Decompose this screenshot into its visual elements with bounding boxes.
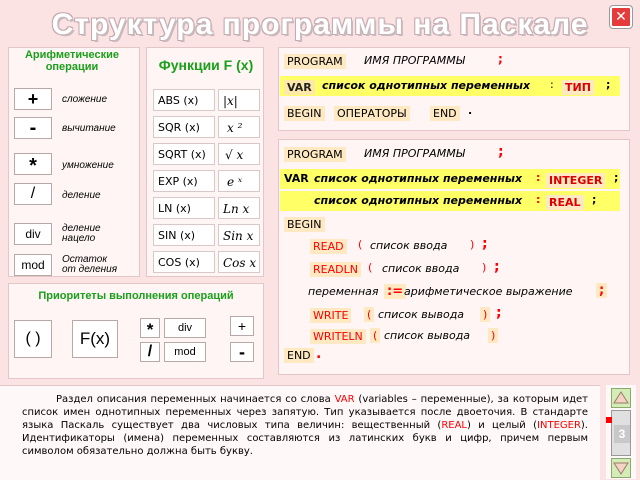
fn-sqrt-math: √ x xyxy=(218,143,260,165)
syntax-var-kw: VAR xyxy=(284,80,315,95)
op-mul: * xyxy=(14,153,52,175)
syntax-semicolon: ; xyxy=(498,52,503,66)
close-button[interactable] xyxy=(610,6,632,28)
priority-parens: ( ) xyxy=(14,320,52,358)
page-title: Структура программы на Паскале xyxy=(51,8,589,41)
example-writeln-open: ( xyxy=(370,328,380,343)
example-var-list-1: список однотипных переменных xyxy=(314,172,523,185)
arrow-up-icon xyxy=(612,389,630,407)
op-div: / xyxy=(14,183,52,205)
example-write-list: список вывода xyxy=(378,308,465,321)
example-readln-semicolon: ; xyxy=(494,259,500,275)
example-readln-close: ) xyxy=(482,261,487,274)
description-p4: ). Идентификаторы (имена) переменных составляются из латинских букв и цифр, причем первым символом обязательно должна быть букву. xyxy=(22,420,588,457)
op-plus-label: сложение xyxy=(62,94,108,105)
example-assign-expr: арифметическое выражение xyxy=(404,285,573,298)
description-p3: ) и целый ( xyxy=(467,420,538,431)
example-assign-var: переменная xyxy=(308,285,379,298)
syntax-var-list: список однотипных переменных xyxy=(322,79,531,92)
example-var-kw: VAR xyxy=(284,172,309,185)
priority-minus: - xyxy=(230,342,254,362)
fn-ln: LN (x) xyxy=(153,197,215,219)
description-p2: (variables – переменные), за которым идет список имен однотипных переменных через запятую. Тип указывается после двоеточия. В стандарте языка Паскаль существует два числовых типа величин: вещественный ( xyxy=(22,394,588,431)
example-assign-op: := xyxy=(384,284,406,299)
example-var-list-2: список однотипных переменных xyxy=(314,194,523,207)
example-assign-semicolon: ; xyxy=(596,283,607,298)
example-readln-kw: READLN xyxy=(310,262,361,277)
priority-plus: + xyxy=(230,316,254,336)
example-write-close: ) xyxy=(480,307,490,322)
example-read-kw: READ xyxy=(310,239,347,254)
example-writeln-kw: WRITELN xyxy=(310,329,366,344)
op-intdiv: div xyxy=(14,223,52,245)
priority-div-kw: div xyxy=(164,318,206,338)
fn-cos: COS (x) xyxy=(153,251,215,273)
op-mod-label: Остаток от деления xyxy=(62,254,118,275)
page-marker-icon xyxy=(606,417,612,423)
fn-cos-math: Cos x xyxy=(218,251,260,273)
description-p1: Раздел описания переменных начинается со слова xyxy=(56,394,335,405)
example-readln-list: список ввода xyxy=(382,262,460,275)
example-program-kw: PROGRAM xyxy=(284,147,346,162)
description-var: VAR xyxy=(334,394,355,405)
syntax-dot: . xyxy=(468,104,473,117)
example-real-kw: REAL xyxy=(546,195,584,210)
example-colon-2: : xyxy=(536,193,541,206)
priorities-header: Приоритеты выполнения операций xyxy=(38,290,234,302)
arith-header: Арифметические операции xyxy=(24,49,120,73)
fn-abs-math: |x| xyxy=(218,89,260,111)
scroll-up-button[interactable] xyxy=(611,388,631,408)
scroll-down-button[interactable] xyxy=(611,458,631,478)
description-real: REAL xyxy=(441,420,468,431)
priority-fx: F(x) xyxy=(72,320,118,358)
example-semicolon-2: ; xyxy=(592,193,597,206)
op-plus: + xyxy=(14,88,52,110)
fn-sin-math: Sin x xyxy=(218,224,260,246)
example-end-kw: END xyxy=(284,348,314,363)
example-write-open: ( xyxy=(364,307,374,322)
syntax-colon: : xyxy=(550,78,554,91)
example-colon-1: : xyxy=(536,171,541,184)
priority-slash: / xyxy=(140,342,160,362)
fn-exp: EXP (x) xyxy=(153,170,215,192)
description-integer: INTEGER xyxy=(537,420,581,431)
example-begin-kw: BEGIN xyxy=(284,217,325,232)
op-minus-label: вычитание xyxy=(62,123,116,134)
syntax-end-kw: END xyxy=(430,106,460,121)
example-read-list: список ввода xyxy=(370,239,448,252)
example-read-close: ) xyxy=(470,238,475,251)
fn-exp-math: e ˣ xyxy=(218,170,260,192)
fn-sqr: SQR (x) xyxy=(153,116,215,138)
example-end-dot: . xyxy=(316,346,322,362)
page-number: 3 xyxy=(614,425,630,443)
op-mul-label: умножение xyxy=(62,160,114,171)
example-read-semicolon: ; xyxy=(482,236,488,252)
fn-sqr-math: x ² xyxy=(218,116,260,138)
page-indicator xyxy=(611,410,631,456)
syntax-program-kw: PROGRAM xyxy=(284,54,346,69)
functions-header: Функции F (x) xyxy=(158,57,254,73)
op-minus: - xyxy=(14,117,52,139)
example-semicolon-1: ; xyxy=(614,171,619,184)
example-integer-kw: INTEGER xyxy=(546,173,605,188)
example-write-kw: WRITE xyxy=(310,308,351,323)
syntax-begin-kw: BEGIN xyxy=(284,106,325,121)
fn-abs: ABS (x) xyxy=(153,89,215,111)
example-read-open: ( xyxy=(358,238,363,251)
op-mod: mod xyxy=(14,254,52,276)
syntax-type-kw: ТИП xyxy=(562,80,594,95)
op-div-label: деление xyxy=(62,190,101,201)
example-writeln-close: ) xyxy=(488,328,498,343)
fn-sin: SIN (x) xyxy=(153,224,215,246)
priority-mul: * xyxy=(140,318,160,338)
example-readln-open: ( xyxy=(368,261,373,274)
fn-sqrt: SQRT (x) xyxy=(153,143,215,165)
description-text xyxy=(22,393,588,458)
example-program-name: ИМЯ ПРОГРАММЫ xyxy=(364,147,465,160)
arrow-down-icon xyxy=(612,459,630,477)
syntax-program-name: ИМЯ ПРОГРАММЫ xyxy=(364,54,465,67)
syntax-operators-kw: ОПЕРАТОРЫ xyxy=(334,106,410,121)
priority-mod-kw: mod xyxy=(164,342,206,362)
fn-ln-math: Ln x xyxy=(218,197,260,219)
close-icon: ✕ xyxy=(615,9,627,25)
example-write-semicolon: ; xyxy=(496,305,502,321)
example-semicolon: ; xyxy=(498,144,504,160)
syntax-var-semicolon: ; xyxy=(606,78,611,91)
example-writeln-list: список вывода xyxy=(384,329,471,342)
op-intdiv-label: деление нацело xyxy=(62,223,101,244)
